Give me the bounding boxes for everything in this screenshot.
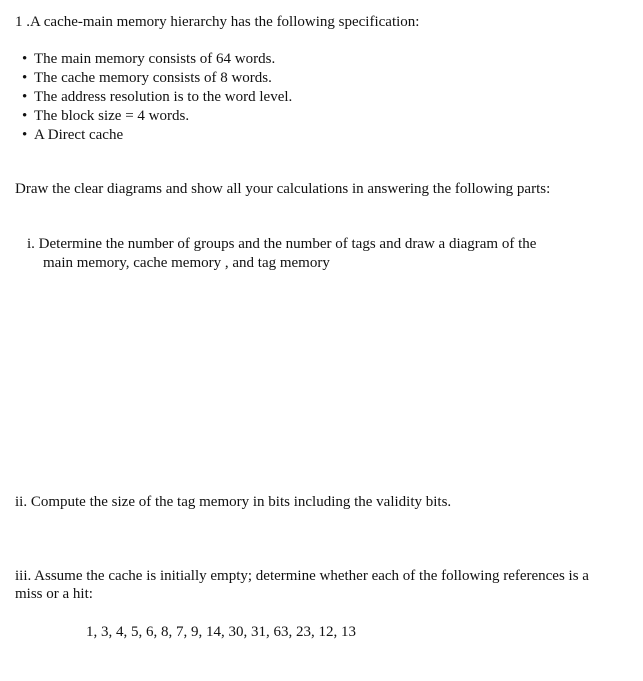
part-i-line-2: main memory, cache memory , and tag memory xyxy=(43,255,330,271)
spec-text: The address resolution is to the word level. xyxy=(34,89,293,105)
part-i-line-1: i. Determine the number of groups and the number of tags and draw a diagram of the xyxy=(27,236,537,252)
part-iii-line-1: iii. Assume the cache is initially empty; determine whether each of the following references is a xyxy=(15,568,589,584)
spec-item xyxy=(22,107,292,126)
spec-text: The block size = 4 words. xyxy=(34,108,190,124)
spec-list xyxy=(22,50,292,145)
spec-item xyxy=(22,69,292,88)
bullet-icon: • xyxy=(22,108,28,124)
instruction-text: Draw the clear diagrams and show all your calculations in answering the following parts: xyxy=(15,181,551,197)
bullet-icon: • xyxy=(22,51,28,67)
spec-text: The main memory consists of 64 words. xyxy=(34,51,276,67)
question-heading: 1 .A cache-main memory hierarchy has the following specification: xyxy=(15,14,420,30)
spec-text: A Direct cache xyxy=(34,127,124,143)
bullet-icon: • xyxy=(22,89,28,105)
spec-item xyxy=(22,126,292,145)
spec-item xyxy=(22,50,292,69)
bullet-icon: • xyxy=(22,127,28,143)
part-ii-text: ii. Compute the size of the tag memory in bits including the validity bits. xyxy=(15,494,452,510)
reference-sequence: 1, 3, 4, 5, 6, 8, 7, 9, 14, 30, 31, 63, 23, 12, 13 xyxy=(86,624,356,640)
part-iii-line-2: miss or a hit: xyxy=(15,586,93,602)
bullet-icon: • xyxy=(22,70,28,86)
spec-text: The cache memory consists of 8 words. xyxy=(34,70,272,86)
spec-item xyxy=(22,88,292,107)
